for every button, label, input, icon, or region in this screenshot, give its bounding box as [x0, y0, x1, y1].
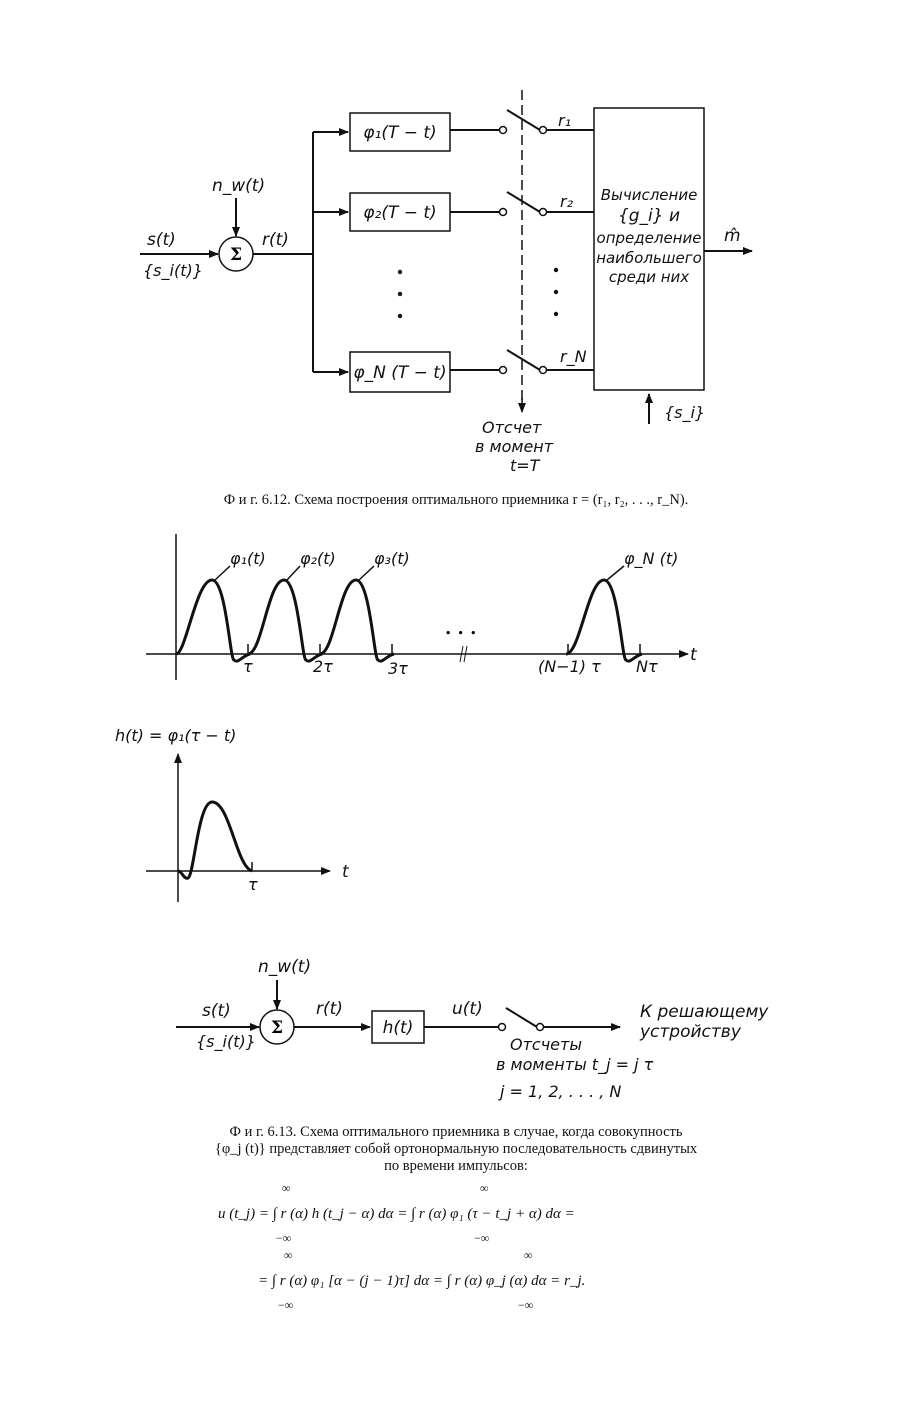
pulse-label-2: φ₂(t) — [300, 549, 336, 568]
decision-block-text — [596, 186, 702, 286]
pulse-1 — [176, 580, 250, 661]
leader-n — [607, 566, 624, 580]
limit-lower-4: −∞ — [518, 1298, 534, 1312]
pulses-ellipsis: . . . — [445, 618, 477, 639]
limit-lower-3: −∞ — [278, 1298, 294, 1312]
leader-3 — [359, 566, 374, 580]
filter-label-n: φ_N (T − t) — [353, 363, 447, 383]
estimate-label: m̂ — [724, 226, 741, 246]
decision-line-1: Вычисление — [600, 186, 698, 204]
fig13-noise-label: n_w(t) — [258, 957, 312, 977]
figure-6-12 — [140, 90, 752, 508]
fig13-input-set: {s_i(t)} — [196, 1032, 256, 1051]
caption-6-13-line-1: Ф и г. 6.13. Схема оптимального приемника в случае, когда совокупность — [229, 1124, 683, 1140]
input-set-label: {s_i(t)} — [143, 261, 203, 280]
impulse-axis-label: t — [342, 862, 349, 882]
decision-line-3: определение — [596, 229, 702, 247]
fig13-switch-blade — [506, 1008, 537, 1027]
pulse-2 — [248, 580, 322, 661]
fig13-input-label: s(t) — [202, 1001, 231, 1021]
sampling-line-1: Отсчет — [482, 418, 542, 437]
signal-set-label: {s_i} — [664, 403, 706, 422]
leader-1 — [215, 566, 230, 580]
fig13-filter-label: h(t) — [382, 1018, 414, 1038]
impulse-label: h(t) = φ₁(τ − t) — [115, 726, 237, 745]
sampling-line-3: t=T — [510, 456, 540, 475]
caption-6-13-line-3: по времени импульсов: — [384, 1158, 528, 1174]
fig13-index-range: j = 1, 2, . . . , N — [500, 1082, 622, 1101]
output-label-2: r₂ — [560, 192, 573, 211]
limit-lower-1: −∞ — [276, 1231, 292, 1245]
fig13-sample-line-2: в моменты t_j = j τ — [496, 1055, 654, 1074]
decision-line-5: среди них — [608, 268, 690, 286]
limit-upper-4: ∞ — [524, 1248, 533, 1262]
limit-upper-1: ∞ — [282, 1181, 291, 1195]
fig13-dest-line-1: К решающему — [640, 1002, 769, 1022]
filter-label-1: φ₁(T − t) — [363, 123, 437, 143]
limit-upper-3: ∞ — [284, 1248, 293, 1262]
tick-label-n: Nτ — [636, 657, 658, 676]
limit-lower-2: −∞ — [474, 1231, 490, 1245]
output-label-n: r_N — [560, 347, 587, 366]
caption-6-12: Ф и г. 6.12. Схема построения оптимального приемника r = (r₁, r₂, . . ., r_N). — [223, 492, 689, 508]
decision-line-4: наибольшего — [596, 249, 702, 267]
sum-symbol: Σ — [229, 245, 243, 265]
equation-line-1: u (t_j) = ∫ r (α) h (t_j − α) dα = ∫ r (α) φ₁ (τ − t_j + α) dα = — [218, 1206, 575, 1222]
tick-label-3: 3τ — [388, 659, 408, 678]
tick-label-2: 2τ — [313, 657, 333, 676]
limit-upper-2: ∞ — [480, 1181, 489, 1195]
caption-6-13-line-2: {φ_j (t)} представляет собой ортонормальную последовательность сдвинутых — [214, 1141, 698, 1157]
tick-label-1: τ — [243, 657, 253, 676]
fig13-dest-line-2: устройству — [640, 1022, 741, 1042]
noise-label: n_w(t) — [212, 176, 266, 196]
integral-limits — [276, 1181, 533, 1312]
fig13-output-label: u(t) — [452, 999, 483, 1019]
impulse-curve — [178, 802, 252, 878]
pulses-figure — [146, 534, 698, 680]
input-signal-label: s(t) — [147, 230, 176, 250]
fig13-sum-symbol: Σ — [270, 1018, 284, 1038]
pulse-3 — [320, 580, 394, 661]
sampling-note — [475, 418, 554, 475]
fig13-switch-left — [499, 1024, 506, 1031]
output-label-1: r₁ — [558, 111, 571, 130]
received-label: r(t) — [262, 230, 289, 250]
impulse-response-figure — [115, 726, 350, 902]
pulses-axis-label: t — [690, 645, 697, 665]
impulse-tick-label: τ — [248, 875, 258, 894]
pulse-label-1: φ₁(t) — [230, 549, 266, 568]
pulse-label-n: φ_N (t) — [624, 549, 679, 568]
fig13-sample-line-1: Отсчеты — [510, 1035, 582, 1054]
vertical-dots-filters — [398, 270, 402, 318]
figure-6-13 — [176, 957, 769, 1312]
fig13-received-label: r(t) — [316, 999, 343, 1019]
decision-line-2: {g_i} и — [617, 206, 681, 226]
vertical-dots-switches — [554, 268, 558, 316]
sampling-line-2: в момент — [475, 437, 554, 456]
pulse-n — [566, 580, 642, 661]
equation-line-2: = ∫ r (α) φ₁ [α − (j − 1)τ] dα = ∫ r (α) φ_j (α) dα = r_j. — [258, 1273, 586, 1289]
filter-label-2: φ₂(T − t) — [363, 203, 437, 223]
pulse-label-3: φ₃(t) — [374, 549, 410, 568]
tick-label-n-1: (N−1) τ — [538, 657, 601, 676]
fig13-switch-right — [537, 1024, 544, 1031]
leader-2 — [287, 566, 300, 580]
